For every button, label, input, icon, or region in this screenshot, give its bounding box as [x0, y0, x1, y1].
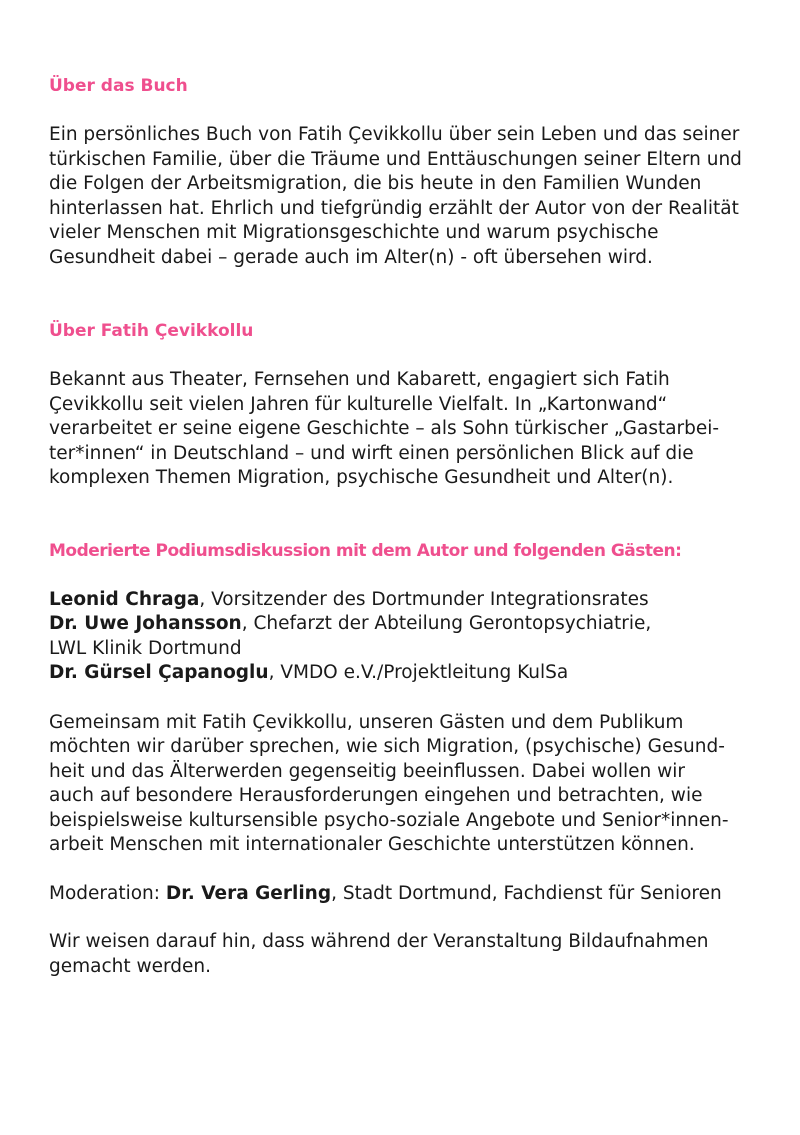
guest-entry — [49, 661, 760, 686]
moderator-name: Dr. Vera Gerling — [165, 882, 332, 904]
text-line: Wir weisen darauf hin, dass während der Veranstaltung Bildaufnahmen — [49, 931, 709, 952]
text-line: möchten wir darüber sprechen, wie sich Migration, (psychische) Gesund- — [49, 736, 725, 757]
text-line: ter*innen“ in Deutschland – und wirft einen persönlichen Blick auf die — [49, 442, 694, 464]
text-line: türkischen Familie, über die Träume und Enttäuschungen seiner Eltern und — [49, 148, 742, 170]
guest-role: LWL Klinik Dortmund — [49, 637, 242, 659]
guest-role: , Chefarzt der Abteilung Gerontopsychiatrie, — [241, 613, 652, 634]
text-line: Gemeinsam mit Fatih Çevikkollu, unseren Gästen und dem Publikum — [49, 711, 684, 733]
moderation-line — [49, 882, 760, 907]
guest-role: , Vorsitzender des Dortmunder Integrationsrates — [199, 588, 649, 610]
text-line: die Folgen der Arbeitsmigration, die bis heute in den Familien Wunden — [49, 173, 702, 194]
text-line: beispielsweise kultursensible psycho-soziale Angebote und Senior*innen- — [49, 809, 729, 831]
text-line: arbeit Menschen mit internationaler Geschichte unterstützen können. — [49, 834, 695, 855]
text-line: Ein persönliches Buch von Fatih Çevikkollu über sein Leben und das seiner — [49, 124, 740, 145]
text-line: Bekannt aus Theater, Fernsehen und Kabarett, engagiert sich Fatih — [49, 369, 670, 390]
section-heading-panel-discussion: Moderierte Podiumsdiskussion mit dem Autor und folgenden Gästen: — [49, 540, 682, 561]
about-book-text — [49, 123, 760, 270]
photo-notice-text — [49, 930, 760, 979]
text-line: komplexen Themen Migration, psychische Gesundheit und Alter(n). — [49, 467, 674, 488]
moderation-prefix: Moderation: — [49, 882, 166, 904]
text-line: heit und das Älterwerden gegenseitig beeinflussen. Dabei wollen wir — [49, 760, 685, 782]
guest-name: Dr. Uwe Johansson — [49, 613, 242, 634]
text-line: vieler Menschen mit Migrationsgeschichte und warum psychische — [49, 222, 659, 243]
text-line: Gesundheit dabei – gerade auch im Alter(n) - oft übersehen wird. — [49, 246, 653, 268]
moderator-role: , Stadt Dortmund, Fachdienst für Senioren — [331, 882, 722, 904]
text-line: hinterlassen hat. Ehrlich und tiefgründig erzählt der Autor von der Realität — [49, 197, 739, 219]
text-line: gemacht werden. — [49, 955, 212, 977]
guest-entry — [49, 612, 760, 637]
guest-entry — [49, 588, 760, 613]
section-heading-about-author: Über Fatih Çevikkollu — [49, 321, 254, 341]
guest-list — [49, 588, 760, 686]
guest-name: Leonid Chraga — [49, 588, 200, 610]
guest-entry-continued — [49, 637, 760, 662]
text-line: auch auf besondere Herausforderungen eingehen und betrachten, wie — [49, 785, 703, 806]
panel-intro-text — [49, 711, 760, 858]
about-author-text — [49, 368, 760, 491]
text-line: verarbeitet er seine eigene Geschichte – als Sohn türkischer „Gastarbei- — [49, 418, 720, 439]
text-line: Çevikkollu seit vielen Jahren für kulturelle Vielfalt. In „Kartonwand“ — [49, 393, 668, 415]
section-heading-about-book: Über das Buch — [49, 76, 188, 96]
guest-name: Dr. Gürsel Çapanoglu — [49, 662, 269, 683]
guest-role: , VMDO e.V./Projektleitung KulSa — [268, 662, 569, 683]
